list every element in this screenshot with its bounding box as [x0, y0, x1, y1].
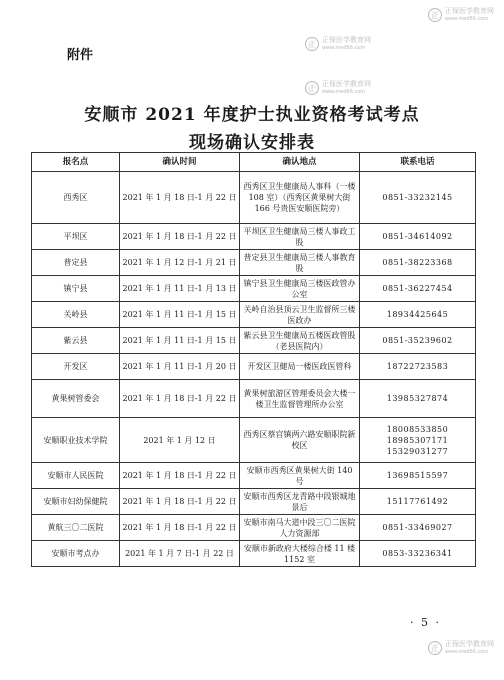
table-row — [32, 276, 476, 302]
phone-number: 13698515597 — [386, 471, 449, 480]
location-cell: 镇宁县卫生健康局三楼医政管办公室 — [240, 276, 360, 302]
location-cell: 西秀区卫生健康局人事科（一楼 108 室）（西秀区黄果树大街 166 号贵医安顺医院旁） — [240, 172, 360, 224]
site-cell: 紫云县 — [32, 328, 120, 354]
phone-number: 0851-36227454 — [382, 284, 453, 293]
location-cell: 关岭自治县顶云卫生监督所三楼医政办 — [240, 302, 360, 328]
phone-cell — [360, 276, 476, 302]
phone-cell — [360, 463, 476, 489]
site-cell: 西秀区 — [32, 172, 120, 224]
phone-number: 0851-33232145 — [382, 193, 453, 202]
watermark-url: www.med66.com — [322, 45, 366, 51]
table-row — [32, 463, 476, 489]
phone-number: 0853-33236341 — [382, 549, 453, 558]
phone-cell — [360, 418, 476, 463]
phone-cell — [360, 354, 476, 380]
table-row — [32, 328, 476, 354]
header-time: 确认时间 — [120, 153, 240, 172]
phone-cell — [360, 328, 476, 354]
watermark-name: 正保医学教育网 — [445, 7, 494, 15]
site-cell: 黄果树管委会 — [32, 380, 120, 418]
table-row — [32, 172, 476, 224]
header-phone: 联系电话 — [360, 153, 476, 172]
table-row — [32, 380, 476, 418]
time-cell: 2021 年 1 月 11 日-1 月 13 日 — [120, 276, 240, 302]
phone-number: 18985307171 — [386, 435, 449, 445]
phone-number: 0851-38223368 — [382, 258, 453, 267]
phone-cell — [360, 515, 476, 541]
phone-number: 18722723583 — [386, 362, 449, 371]
table-row — [32, 489, 476, 515]
page-number: · 5 · — [410, 616, 441, 629]
site-cell: 安顺市考点办 — [32, 541, 120, 567]
watermark-logo — [428, 7, 494, 23]
phone-cell — [360, 380, 476, 418]
location-cell: 开发区卫健局一楼医政医管科 — [240, 354, 360, 380]
time-cell: 2021 年 1 月 18 日-1 月 22 日 — [120, 224, 240, 250]
header-site: 报名点 — [32, 153, 120, 172]
time-cell: 2021 年 1 月 12 日 — [120, 418, 240, 463]
phone-number: 0851-33469027 — [382, 523, 453, 532]
site-cell: 平坝区 — [32, 224, 120, 250]
table-row — [32, 250, 476, 276]
header-location: 确认地点 — [240, 153, 360, 172]
time-cell: 2021 年 1 月 11 日-1 月 15 日 — [120, 328, 240, 354]
site-cell: 镇宁县 — [32, 276, 120, 302]
time-cell: 2021 年 1 月 7 日-1 月 22 日 — [120, 541, 240, 567]
watermark-icon: 正 — [305, 81, 319, 95]
location-cell: 紫云县卫生健康局五楼医政管股（老县医院内） — [240, 328, 360, 354]
document-title-line2: 现场确认安排表 — [189, 133, 315, 153]
site-cell: 黄航三〇二医院 — [32, 515, 120, 541]
document-title-line1: 安顺市 2021 年度护士执业资格考试考点 — [84, 105, 420, 125]
location-cell: 安顺市南马大道中段三〇二医院人力资源部 — [240, 515, 360, 541]
time-cell: 2021 年 1 月 18 日-1 月 22 日 — [120, 172, 240, 224]
site-cell: 安顺职业技术学院 — [32, 418, 120, 463]
location-cell: 安顺市西秀区龙青路中段银城地景后 — [240, 489, 360, 515]
table-row — [32, 302, 476, 328]
time-cell: 2021 年 1 月 18 日-1 月 22 日 — [120, 515, 240, 541]
table-row — [32, 224, 476, 250]
phone-cell — [360, 250, 476, 276]
time-cell: 2021 年 1 月 18 日-1 月 22 日 — [120, 380, 240, 418]
watermark-url: www.med66.com — [445, 16, 489, 22]
phone-number: 18934425645 — [386, 310, 449, 319]
watermark-url: www.med66.com — [445, 649, 489, 655]
schedule-table — [31, 152, 476, 567]
watermark-logo — [305, 80, 371, 96]
watermark-icon: 正 — [428, 8, 442, 22]
phone-cell — [360, 489, 476, 515]
table-row — [32, 541, 476, 567]
site-cell: 安顺市人民医院 — [32, 463, 120, 489]
location-cell: 安顺市西秀区黄果树大街 140 号 — [240, 463, 360, 489]
phone-cell — [360, 541, 476, 567]
watermark-name: 正保医学教育网 — [322, 80, 371, 88]
phone-cell — [360, 172, 476, 224]
location-cell: 安顺市新政府大楼综合楼 11 楼 1152 室 — [240, 541, 360, 567]
phone-number: 13985327874 — [386, 394, 449, 403]
watermark-logo — [428, 640, 494, 656]
phone-cell — [360, 302, 476, 328]
phone-number: 15117761492 — [386, 497, 449, 506]
phone-cell — [360, 224, 476, 250]
attachment-label: 附件 — [67, 48, 94, 63]
phone-number: 0851-35239602 — [382, 336, 453, 345]
watermark-icon: 正 — [428, 641, 442, 655]
location-cell: 西秀区蔡官镇两六路安顺职院新校区 — [240, 418, 360, 463]
site-cell: 关岭县 — [32, 302, 120, 328]
location-cell: 普定县卫生健康局三楼人事教育股 — [240, 250, 360, 276]
table-row — [32, 354, 476, 380]
time-cell: 2021 年 1 月 12 日-1 月 21 日 — [120, 250, 240, 276]
table-header-row — [32, 153, 476, 172]
time-cell: 2021 年 1 月 18 日-1 月 22 日 — [120, 489, 240, 515]
site-cell: 开发区 — [32, 354, 120, 380]
table-row — [32, 418, 476, 463]
location-cell: 平坝区卫生健康局三楼人事政工股 — [240, 224, 360, 250]
time-cell: 2021 年 1 月 11 日-1 月 15 日 — [120, 302, 240, 328]
watermark-logo — [305, 36, 371, 52]
watermark-name: 正保医学教育网 — [445, 640, 494, 648]
time-cell: 2021 年 1 月 18 日-1 月 22 日 — [120, 463, 240, 489]
table-row — [32, 515, 476, 541]
phone-number: 15329031277 — [386, 446, 449, 456]
watermark-icon: 正 — [305, 37, 319, 51]
site-cell: 安顺市妇幼保健院 — [32, 489, 120, 515]
time-cell: 2021 年 1 月 11 日-1 月 20 日 — [120, 354, 240, 380]
watermark-url: www.med66.com — [322, 89, 366, 95]
location-cell: 黄果树旅游区管理委员会大楼一楼卫生监督管理所办公室 — [240, 380, 360, 418]
site-cell: 普定县 — [32, 250, 120, 276]
watermark-name: 正保医学教育网 — [322, 36, 371, 44]
phone-number: 18008533850 — [386, 424, 449, 434]
phone-number: 0851-34614092 — [382, 232, 453, 241]
